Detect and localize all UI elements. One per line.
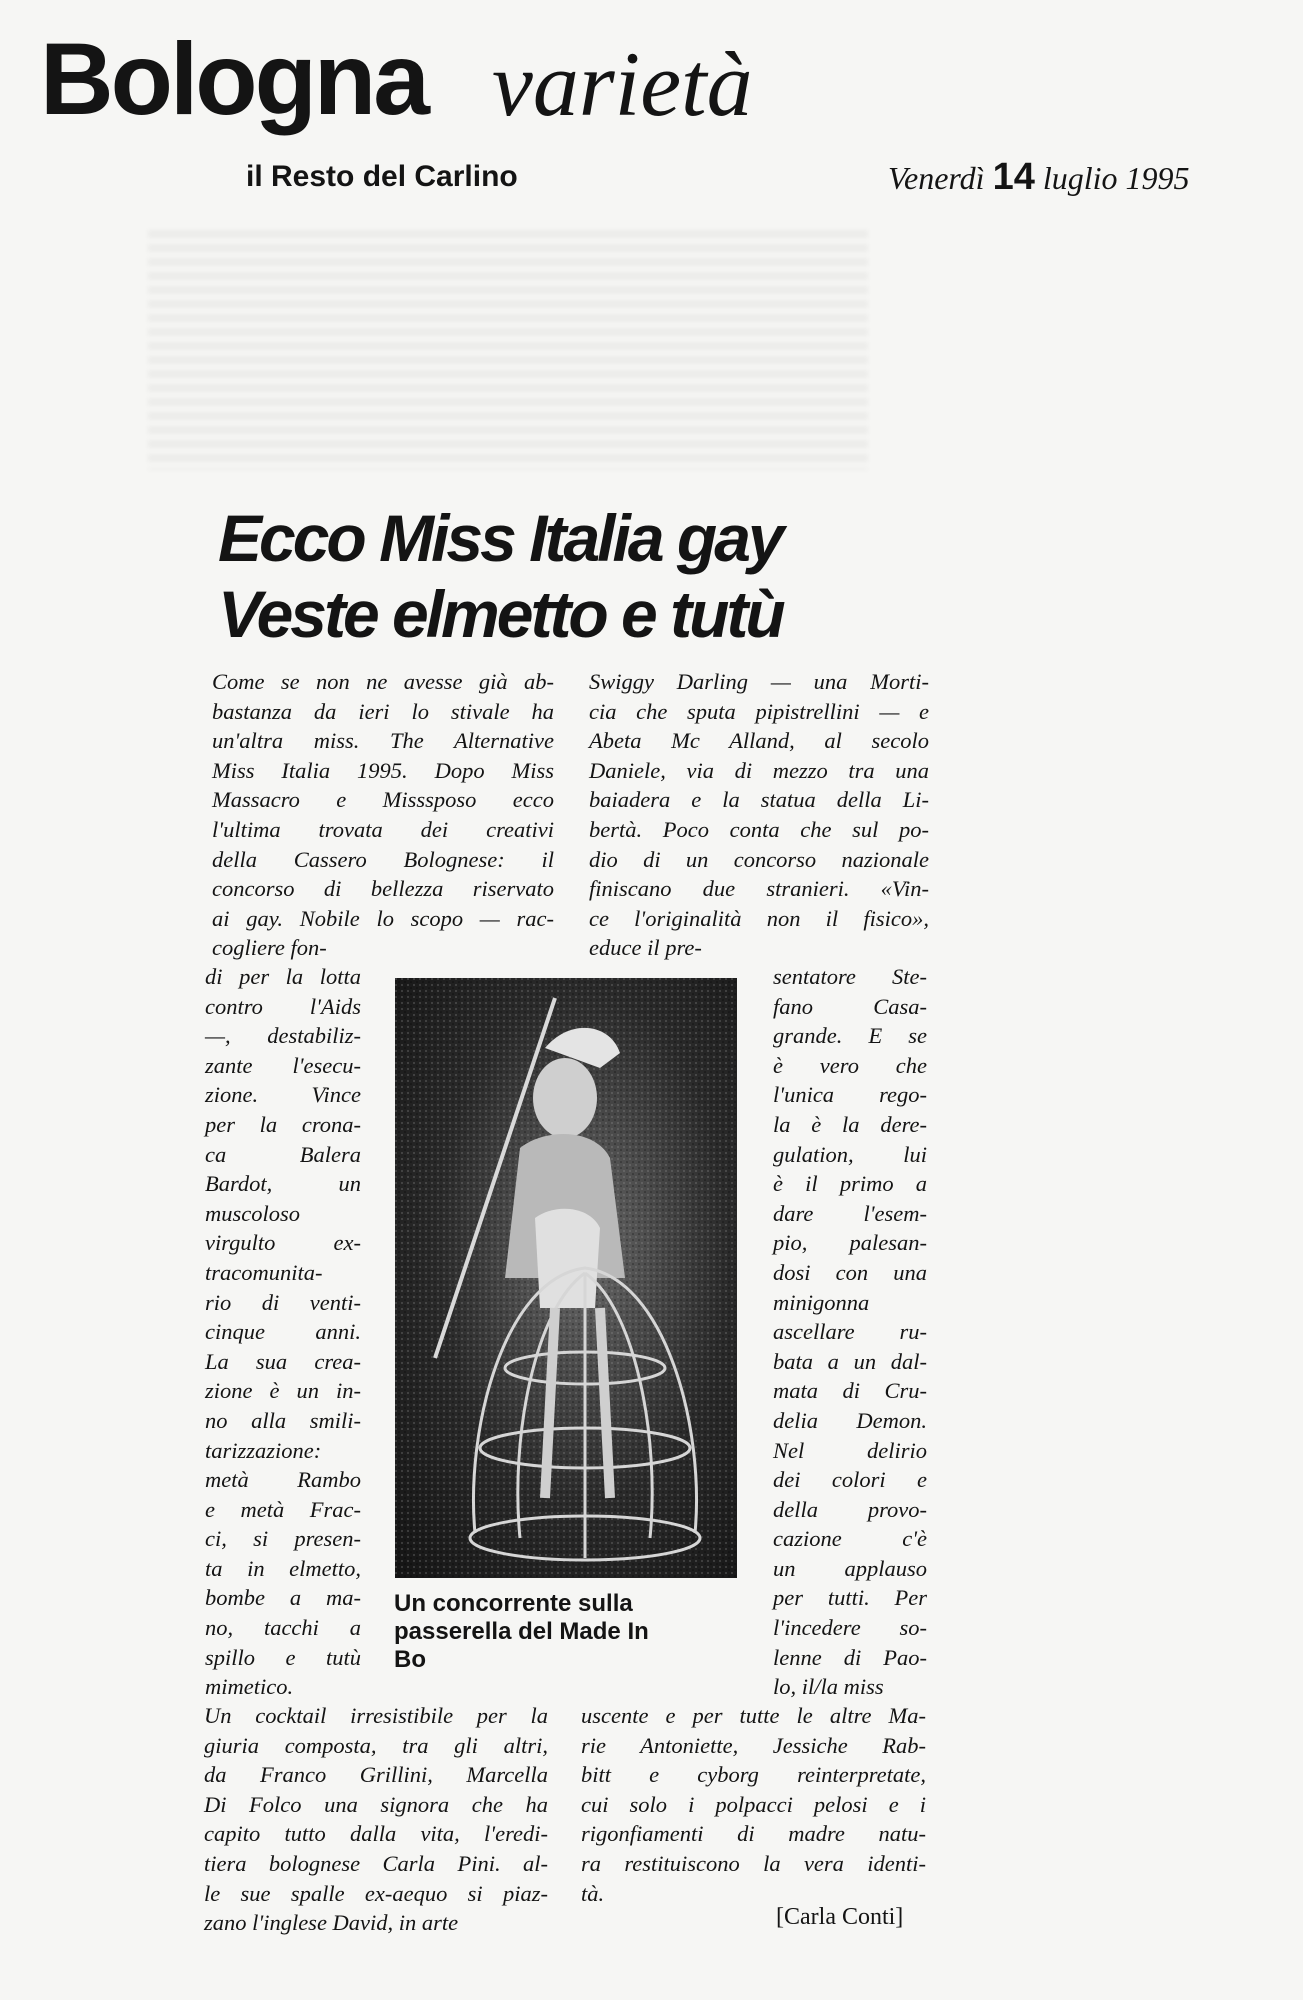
text-line: l'incedere so- <box>773 1615 927 1641</box>
text-line: metà Rambo <box>205 1467 361 1493</box>
text-line: bertà. Poco conta che sul po- <box>589 816 929 842</box>
text-line: un'altra miss. The Alternative <box>212 728 554 754</box>
text-line: per la crona- <box>205 1111 361 1137</box>
text-line: mimetico. <box>205 1674 294 1700</box>
text-line: cinque anni. <box>205 1319 361 1345</box>
date-weekday: Venerdì <box>888 160 985 196</box>
text-line: spillo e tutù <box>205 1644 361 1670</box>
text-line: di per la lotta <box>205 964 361 989</box>
text-line: rio di venti- <box>205 1289 361 1315</box>
text-line: minigonna <box>773 1289 870 1315</box>
headline-line: Ecco Miss Italia gay <box>218 501 782 575</box>
text-line: dosi con una <box>773 1259 927 1285</box>
text-line: Nel delirio <box>773 1437 927 1463</box>
text-line: sentatore Ste- <box>773 964 927 989</box>
text-line: bombe a ma- <box>205 1585 361 1611</box>
text-line: cui solo i polpacci pelosi e i <box>581 1791 926 1817</box>
text-line: capito tutto dalla vita, l'eredi- <box>204 1821 548 1847</box>
newspaper-name: il Resto del Carlino <box>246 160 518 193</box>
text-line: concorso di bellezza riservato <box>212 876 554 902</box>
text-line: la è la dere- <box>773 1111 927 1137</box>
column-left-top <box>212 667 554 963</box>
text-line: dio di un concorso nazionale <box>589 846 929 872</box>
text-line: Come se non ne avesse già ab- <box>212 669 554 694</box>
text-line: fano Casa- <box>773 993 927 1019</box>
column-left-bottom <box>204 1701 548 1938</box>
text-line: lenne di Pao- <box>773 1644 927 1670</box>
text-line: bastanza da ieri lo stivale ha <box>212 698 554 724</box>
text-line: contro l'Aids <box>205 993 361 1019</box>
text-line: zione. Vince <box>205 1082 361 1108</box>
text-line: tracomunita- <box>205 1259 323 1285</box>
date-day: 14 <box>992 156 1035 198</box>
text-line: ascellare ru- <box>773 1319 927 1345</box>
text-line: cia che sputa pipistrellini — e <box>589 698 929 724</box>
text-line: ra restituiscono la vera identi- <box>581 1850 926 1876</box>
issue-date <box>888 156 1190 199</box>
text-line: della Cassero Bolognese: il <box>212 846 554 872</box>
text-line: per tutti. Per <box>773 1585 927 1611</box>
text-line: zione è un in- <box>205 1378 361 1404</box>
text-line: zano l'inglese David, in arte <box>204 1910 459 1936</box>
text-line: Un cocktail irresistibile per la <box>204 1703 548 1728</box>
text-line: uscente e per tutte le altre Ma- <box>581 1703 926 1728</box>
text-line: tarizzazione: <box>205 1437 322 1463</box>
contestant-photo-illustration <box>395 978 737 1578</box>
text-line: educe il pre- <box>589 935 702 961</box>
text-line: cazione c'è <box>773 1526 927 1552</box>
text-line: è il primo a <box>773 1171 927 1197</box>
text-line: rie Antoniette, Jessiche Rab- <box>581 1732 926 1758</box>
text-line: gulation, lui <box>773 1141 927 1167</box>
column-left-narrow <box>205 962 361 1702</box>
text-line: Massacro e Misssposo ecco <box>212 787 554 813</box>
text-line: Miss Italia 1995. Dopo Miss <box>212 757 554 783</box>
column-right-narrow <box>773 962 927 1702</box>
text-line: dare l'esem- <box>773 1200 927 1226</box>
text-line: virgulto ex- <box>205 1230 361 1256</box>
text-line: no alla smili- <box>205 1407 361 1433</box>
text-line: finiscano due stranieri. «Vin- <box>589 876 929 902</box>
date-month: luglio <box>1042 160 1118 196</box>
text-line: cogliere fon- <box>212 935 327 961</box>
text-line: dei colori e <box>773 1467 927 1493</box>
text-line: da Franco Grillini, Marcella <box>204 1762 548 1788</box>
text-line: bata a un dal- <box>773 1348 927 1374</box>
text-line: muscoloso <box>205 1200 300 1226</box>
text-line: La sua crea- <box>205 1348 361 1374</box>
text-line: Di Folco una signora che ha <box>204 1791 548 1817</box>
author-byline: [Carla Conti] <box>776 1904 904 1930</box>
text-line: baiadera e la statua della Li- <box>589 787 929 813</box>
text-line: ta in elmetto, <box>205 1555 361 1581</box>
article-headline <box>218 500 918 652</box>
text-line: Abeta Mc Alland, al secolo <box>589 728 929 754</box>
text-line: le sue spalle ex-aequo si piaz- <box>204 1880 548 1906</box>
text-line: —, destabiliz- <box>205 1023 361 1049</box>
text-line: delia Demon. <box>773 1407 927 1433</box>
text-line: no, tacchi a <box>205 1615 361 1641</box>
date-year: 1995 <box>1125 160 1190 196</box>
text-line: tiera bolognese Carla Pini. al- <box>204 1850 548 1876</box>
text-line: mata di Cru- <box>773 1378 927 1404</box>
text-line: ca Balera <box>205 1141 361 1167</box>
text-line: bitt e cyborg reinterpretate, <box>581 1762 926 1788</box>
text-line: un applauso <box>773 1555 927 1581</box>
show-through-text <box>148 230 868 470</box>
masthead-title: Bologna <box>40 22 427 136</box>
text-line: è vero che <box>773 1052 927 1078</box>
photo-caption <box>394 1590 744 1674</box>
text-line: l'ultima trovata dei creativi <box>212 816 554 842</box>
text-line: tà. <box>581 1880 605 1906</box>
article-photo <box>395 978 737 1578</box>
masthead-subtitle: varietà <box>492 33 753 135</box>
text-line: della provo- <box>773 1496 927 1522</box>
caption-line: Un concorrente sulla <box>394 1590 633 1617</box>
text-line: Daniele, via di mezzo tra una <box>589 757 929 783</box>
text-line: ce l'originalità non il fisico», <box>589 905 929 931</box>
text-line: giuria composta, tra gli altri, <box>204 1732 548 1758</box>
caption-line: passerella del Made In <box>394 1618 649 1645</box>
text-line: Bardot, un <box>205 1171 361 1197</box>
text-line: grande. E se <box>773 1023 927 1049</box>
text-line: e metà Frac- <box>205 1496 361 1522</box>
text-line: ci, si presen- <box>205 1526 361 1552</box>
text-line: rigonfiamenti di madre natu- <box>581 1821 926 1847</box>
caption-line: Bo <box>394 1646 426 1673</box>
headline-line: Veste elmetto e tutù <box>218 577 783 651</box>
column-right-top <box>589 667 929 963</box>
text-line: Swiggy Darling — una Morti- <box>589 669 929 694</box>
column-right-bottom <box>581 1701 926 1908</box>
text-line: l'unica rego- <box>773 1082 927 1108</box>
text-line: zante l'esecu- <box>205 1052 361 1078</box>
text-line: pio, palesan- <box>773 1230 927 1256</box>
text-line: lo, il/la miss <box>773 1674 884 1700</box>
text-line: ai gay. Nobile lo scopo — rac- <box>212 905 554 931</box>
